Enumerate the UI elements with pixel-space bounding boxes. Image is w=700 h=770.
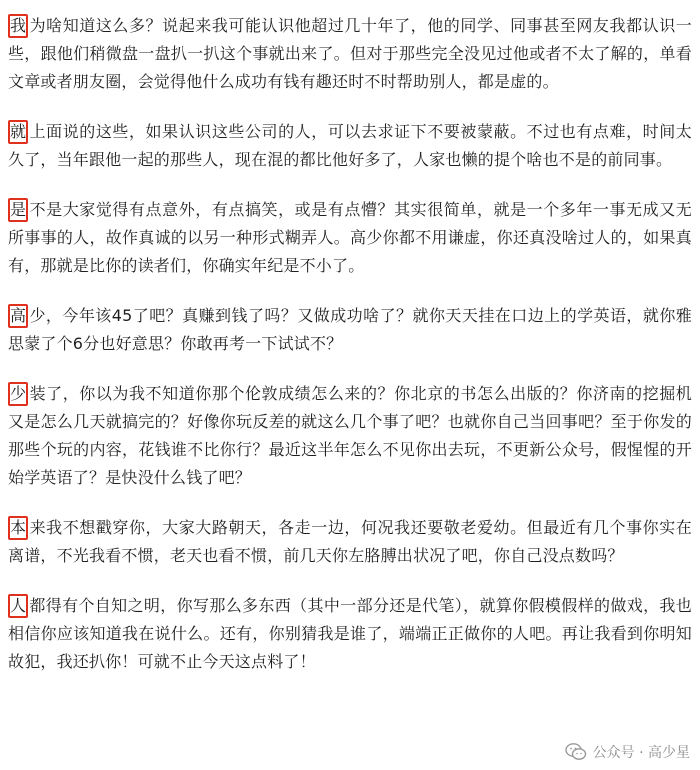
paragraph-6 bbox=[8, 514, 692, 570]
paragraph-text: 都得有个自知之明，你写那么多东西（其中一部分还是代笔），就算你假模假样的做戏，我也相信你应该知道我在说什么。还有，你别猜我是谁了，端端正正做你的人吧。再让我看到你明知故犯，我还扒你！可就不止今天这点料了！ bbox=[8, 596, 692, 671]
article-body bbox=[8, 12, 692, 698]
highlighted-first-char: 我 bbox=[8, 14, 28, 38]
wechat-icon bbox=[565, 742, 587, 762]
highlighted-first-char: 人 bbox=[8, 594, 28, 618]
paragraph-text: 上面说的这些，如果认识这些公司的人，可以去求证下不要被蒙蔽。不过也有点难，时间太久了，当年跟他一起的那些人，现在混的都比他好多了，人家也懒的提个啥也不是的前同事。 bbox=[8, 122, 692, 169]
highlighted-first-char: 就 bbox=[8, 120, 28, 144]
paragraph-text: 少，今年该45了吧？真赚到钱了吗？又做成功啥了？就你天天挂在口边上的学英语，就你雅思蒙了个6分也好意思？你敢再考一下试试不？ bbox=[8, 306, 692, 353]
highlighted-first-char: 少 bbox=[8, 382, 28, 406]
paragraph-text: 装了，你以为我不知道你那个伦敦成绩怎么来的？你北京的书怎么出版的？你济南的挖掘机又是怎么几天就搞完的？好像你玩反差的就这么几个事了吧？也就你自己当回事吧？至于你发的那些个玩的内容，花钱谁不比你行？最近这半年怎么不见你出去玩，不更新公众号，假惺惺的开始学英语了？是快没什么钱了吧？ bbox=[8, 384, 692, 487]
paragraph-1 bbox=[8, 12, 692, 96]
highlighted-first-char: 高 bbox=[8, 304, 28, 328]
watermark-text: 公众号 · 高少星 bbox=[592, 745, 690, 761]
paragraph-text: 不是大家觉得有点意外，有点搞笑，或是有点懵？其实很简单，就是一个多年一事无成又无所事事的人，故作真诚的以另一种形式糊弄人。高少你都不用谦虚，你还真没啥过人的，如果真有，那就是比你的读者们，你确实年纪是不小了。 bbox=[8, 200, 692, 275]
paragraph-text: 为啥知道这么多？说起来我可能认识他超过几十年了，他的同学、同事甚至网友我都认识一些，跟他们稍微盘一盘扒一扒这个事就出来了。但对于那些完全没见过他或者不太了解的，单看文章或者朋友圈，会觉得他什么成功有钱有趣还时不时帮助别人，都是虚的。 bbox=[8, 16, 692, 91]
highlighted-first-char: 本 bbox=[8, 516, 28, 540]
paragraph-2 bbox=[8, 118, 692, 174]
watermark bbox=[561, 740, 694, 764]
paragraph-text: 来我不想戳穿你，大家大路朝天，各走一边，何况我还要敬老爱幼。但最近有几个事你实在离谱，不光我看不惯，老天也看不惯，前几天你左胳膊出状况了吧，你自己没点数吗？ bbox=[8, 518, 692, 565]
highlighted-first-char: 是 bbox=[8, 198, 28, 222]
paragraph-5 bbox=[8, 380, 692, 492]
paragraph-3 bbox=[8, 196, 692, 280]
paragraph-4 bbox=[8, 302, 692, 358]
paragraph-7 bbox=[8, 592, 692, 676]
